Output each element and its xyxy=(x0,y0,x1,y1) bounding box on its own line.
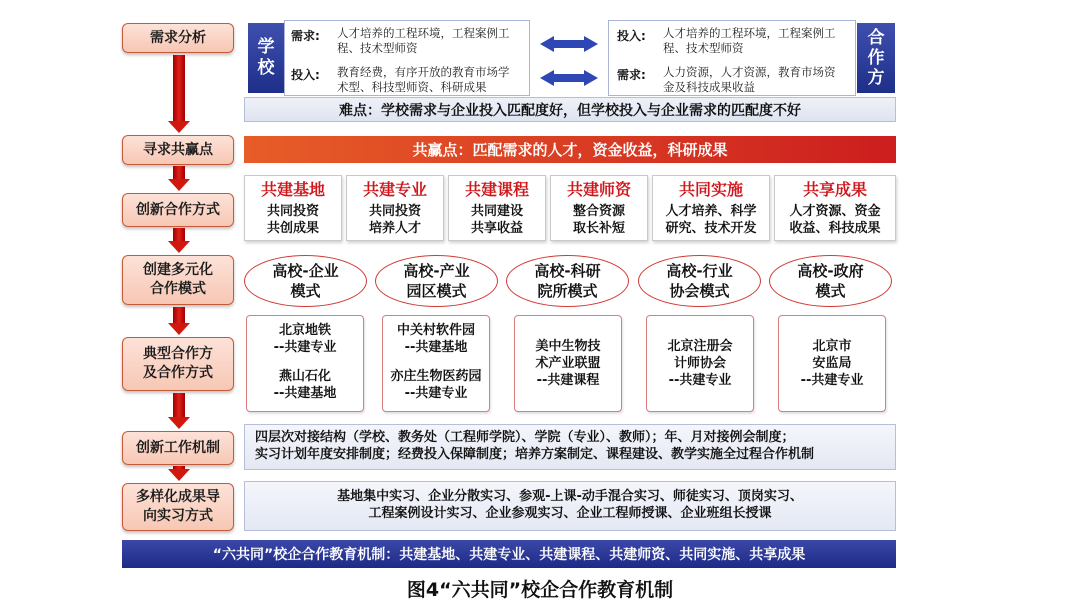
coop-box-faculty xyxy=(550,175,648,241)
step-internship-method: 多样化成果导 向实习方式 xyxy=(122,483,234,531)
example-entry: 北京注册会 计师协会 --共建专业 xyxy=(667,339,733,388)
coop-desc: 整合资源 取长补短 xyxy=(572,204,625,236)
coop-title: 共建师资 xyxy=(566,180,631,199)
mode-oval: 高校-政府 模式 xyxy=(769,255,892,307)
school-badge: 学 校 xyxy=(248,23,284,93)
down-arrow-icon xyxy=(168,393,190,429)
figure-caption: 图4“六共同”校企合作教育机制 xyxy=(406,579,674,601)
coop-box-course xyxy=(448,175,546,241)
coop-desc: 共同投资 共创成果 xyxy=(266,204,319,236)
down-arrow-icon xyxy=(168,55,190,133)
coop-title: 共建基地 xyxy=(260,180,325,199)
coop-desc: 共同建设 共享收益 xyxy=(470,204,523,236)
coop-box-share xyxy=(774,175,896,241)
coop-box-major xyxy=(346,175,444,241)
double-arrow-icon xyxy=(540,70,598,86)
school-input-label: 投入: xyxy=(291,68,320,82)
mechanism-box: 四层次对接结构（学校、教务处（工程师学院）、学院（专业）、教师）；年、月对接例会制度； 实习计划年度安排制度；经费投入保障制度；培养方案制定、课程建设、教学实施全过程合作机制 xyxy=(244,424,896,470)
mode-oval: 高校-产业 园区模式 xyxy=(375,255,498,307)
win-win-bar: 共赢点：匹配需求的人才，资金收益，科研成果 xyxy=(244,136,896,163)
enterprise-input-text: 人才培养的工程环境，工程案例工 程、技术型师资 xyxy=(663,26,836,55)
school-need-text: 人才培养的工程环境，工程案例工 程、技术型师资 xyxy=(337,26,510,55)
coop-desc: 共同投资 培养人才 xyxy=(368,204,421,236)
enterprise-need-text: 人力资源，人才资源，教育市场资 金及科技成果收益 xyxy=(663,65,836,94)
example-entry: 燕山石化 --共建基地 xyxy=(273,369,337,401)
down-arrow-icon xyxy=(168,166,190,191)
step-demand-analysis: 需求分析 xyxy=(122,23,234,53)
example-entry: 中关村软件园 --共建基地 xyxy=(396,323,475,355)
down-arrow-icon xyxy=(168,307,190,335)
enterprise-input-label: 投入: xyxy=(617,29,646,43)
difficulty-bar: 难点：学校需求与企业投入匹配度好，但学校投入与企业需求的匹配度不好 xyxy=(244,97,896,122)
enterprise-need-label: 需求: xyxy=(617,68,646,82)
down-arrow-icon xyxy=(168,466,190,481)
example-box xyxy=(646,315,754,412)
coop-title: 共同实施 xyxy=(678,180,743,199)
school-need-label: 需求: xyxy=(291,29,320,43)
example-entry: 北京市 安监局 --共建专业 xyxy=(800,339,864,388)
example-box xyxy=(382,315,490,412)
step-diversified-mode: 创建多元化 合作模式 xyxy=(122,255,234,305)
demand-analysis-row xyxy=(244,20,896,96)
coop-desc: 人才培养、科学 研究、技术开发 xyxy=(665,204,757,236)
coop-title: 共建课程 xyxy=(464,180,529,199)
double-arrow-icon xyxy=(540,36,598,52)
mode-oval: 高校-行业 协会模式 xyxy=(638,255,761,307)
coop-title: 共建专业 xyxy=(362,180,427,199)
example-box xyxy=(514,315,622,412)
step-cooperation-method: 创新合作方式 xyxy=(122,193,234,227)
coop-desc: 人才资源、资金 收益、科技成果 xyxy=(789,204,881,236)
example-entry: 亦庄生物医药园 --共建专业 xyxy=(390,369,482,401)
mode-oval: 高校-科研 院所模式 xyxy=(506,255,629,307)
internship-box: 基地集中实习、企业分散实习、参观-上课-动手混合实习、师徒实习、顶岗实习、 工程案例设计实习、企业参观实习、企业工程师授课、企业班组长授课 xyxy=(244,481,896,531)
example-entry: 北京地铁 --共建专业 xyxy=(273,323,337,355)
down-arrow-icon xyxy=(168,228,190,253)
enterprise-panel xyxy=(608,20,856,96)
step-work-mechanism: 创新工作机制 xyxy=(122,431,234,465)
mode-oval: 高校-企业 模式 xyxy=(244,255,367,307)
example-box xyxy=(778,315,886,412)
coop-box-base xyxy=(244,175,342,241)
example-entry: 美中生物技 术产业联盟 --共建课程 xyxy=(535,339,601,388)
school-input-text: 教育经费，有序开放的教育市场学 术型、科技型师资、科研成果 xyxy=(337,65,510,94)
example-box xyxy=(246,315,364,412)
step-win-win: 寻求共赢点 xyxy=(122,135,234,165)
school-panel xyxy=(284,20,530,96)
summary-banner: “六共同”校企合作教育机制：共建基地、共建专业、共建课程、共建师资、共同实施、共享成果 xyxy=(122,540,896,568)
coop-box-implement xyxy=(652,175,770,241)
coop-title: 共享成果 xyxy=(802,180,867,199)
enterprise-badge: 合 作 方 xyxy=(857,23,895,93)
step-typical-partners: 典型合作方 及合作方式 xyxy=(122,337,234,391)
